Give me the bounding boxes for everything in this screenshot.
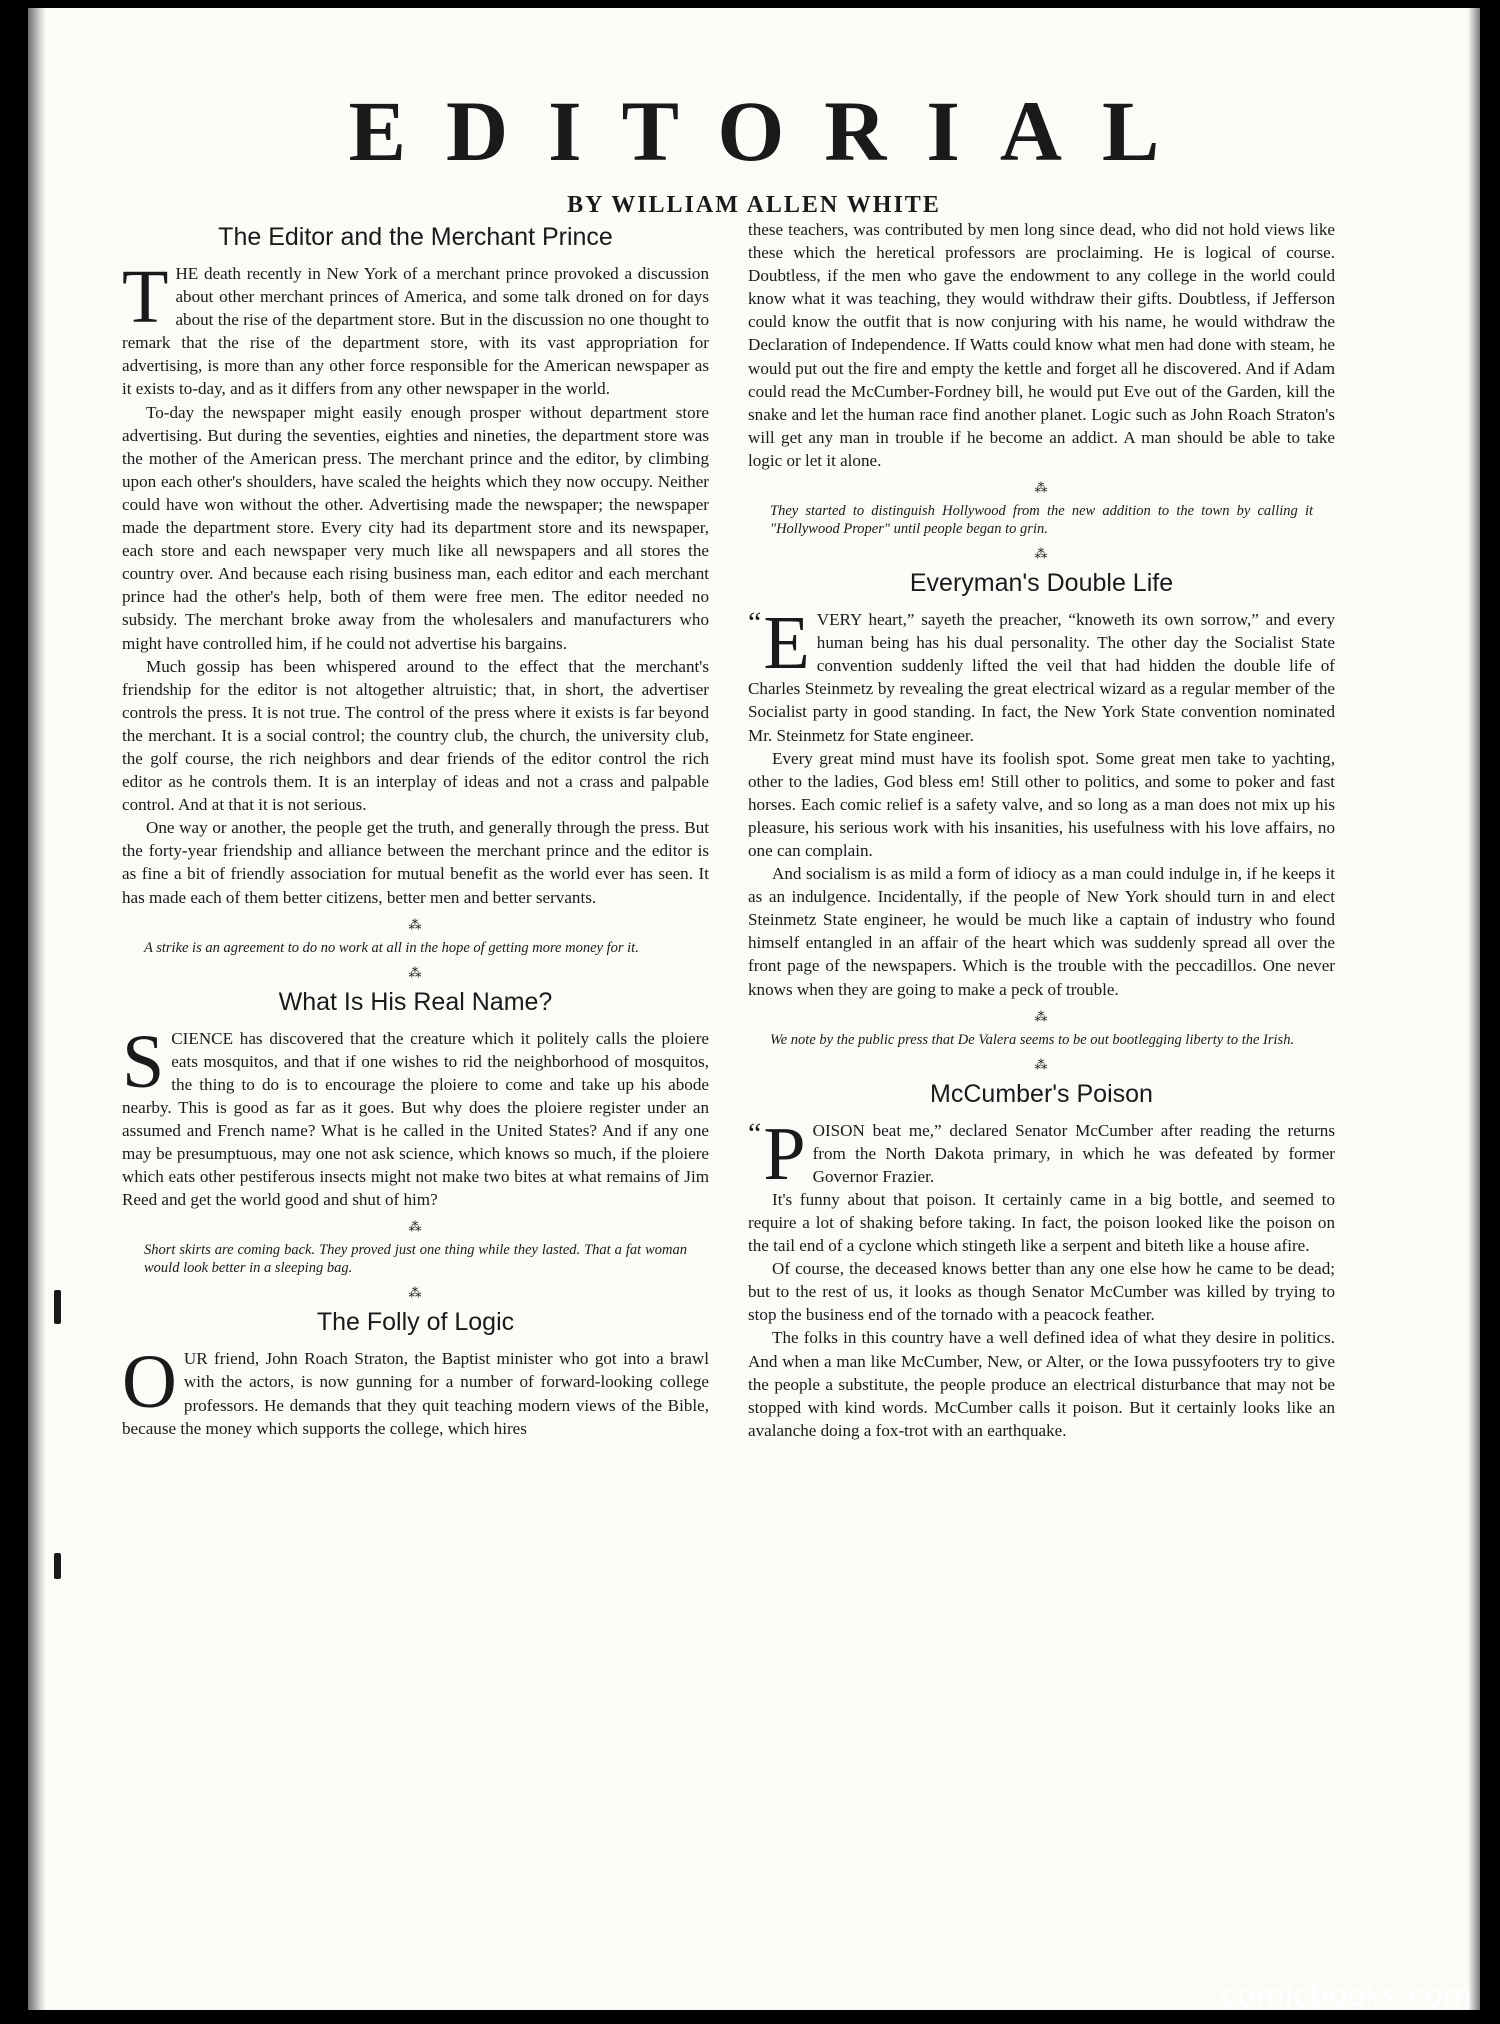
quip-filler: Short skirts are coming back. They proved just one thing while they lasted. That a fat woman would look better in a sleeping bag. — [144, 1242, 687, 1277]
magazine-page — [28, 8, 1480, 2010]
binding-mark — [54, 1290, 61, 1324]
section-ornament: ⁂ — [408, 916, 423, 932]
article-double-life — [748, 568, 1335, 1001]
article-paragraph: It's funny about that poison. It certainly came in a big bottle, and seemed to require a lot of shaking before taking. In fact, the poison looked like the poison on the tail end of a cyclone which stingeth like a serpent and biteth like a house afire. — [748, 1189, 1335, 1256]
article-paragraph: To-day the newspaper might easily enough prosper without department store advertising. But during the seventies, eighties and nineties, the department store was the mother of the American press. The merchant prince and the editor, by climbing upon each other's shoulders, have scaled the heights which they now occupy. Neither could have won without the other. Advertising made the newspaper; the newspaper made the department store. Every city had its department store and its newspaper, each store and each newspaper very much like all newspapers and all stores the country over. And because each rising business man, each editor and each merchant prince had the other's help, both of them were free men. The editor needed no subsidy. The merchant broke away from the wholesalers and manufacturers who might have controlled him, if he could not advertise his bargains. — [122, 402, 709, 653]
byline: BY WILLIAM ALLEN WHITE — [567, 192, 941, 218]
drop-cap: O — [122, 1340, 177, 1425]
page-spine-shadow — [28, 8, 46, 2010]
drop-cap: S — [122, 1019, 165, 1104]
article-paragraph: The folks in this country have a well defined idea of what they desire in politics. And when a man like McCumber, New, or Alter, or the Iowa pussyfooters try to give the people a substitute, the people produce an electrical disturbance that may not be stopped with kind words. McCumber calls it poison. But it certainly looks like an avalanche doing a fox-trot with an earthquake. — [748, 1328, 1335, 1440]
article-paragraph: Much gossip has been whispered around to the effect that the merchant's friendship for the editor is not altogether altruistic; that, in short, the advertiser controls the press. It is not true. The control of the press where it exists is far beyond the merchant. It is a social control; the country club, the church, the university club, the golf course, the rich neighbors and dear friends of the editor control the rich editor as he controls them. It is an interplay of ideas and not a crass and palpable control. And at that it is not serious. — [122, 656, 709, 815]
article-paragraph: One way or another, the people get the truth, and generally through the press. But the forty-year friendship and alliance between the merchant prince and the editor is as fine a bit of friendly association for mutual benefit as the world ever has seen. It has made each of them better citizens, better men and better servants. — [122, 818, 709, 907]
article-paragraph: SCIENCE has discovered that the creature which it politely calls the ploiere eats mosquitos, and that if one wishes to rid the neighborhood of mosquitos, the thing to do is to encourage the ploiere to come and take up his abode nearby. This is good as far as it goes. But why does the ploiere register under an assumed and French name? What is he called in the United States? And if any one may be presumptuous, may one not ask science, which knows so much, if the ploiere which eats other pestiferous insects might not make two bites at what remains of Jim Reed and get the world good and shut of him? — [122, 1019, 709, 1210]
article-real-name — [122, 987, 709, 1212]
quip-filler: They started to distinguish Hollywood from the new addition to the town by calling it "Hollywood Proper" until people began to grin. — [770, 503, 1313, 538]
article-paragraph: Of course, the deceased knows better than any one else how he came to be dead; but to the rest of us, it looks as though Senator McCumber was killed by trying to stop the business end of the tornado with a peacock feather. — [748, 1259, 1335, 1325]
article-title: The Folly of Logic — [316, 1308, 515, 1337]
section-ornament: ⁂ — [1034, 1008, 1049, 1024]
article-paragraph: OUR friend, John Roach Straton, the Baptist minister who got into a brawl with the actors, is now gunning for a number of forward-looking college professors. He demands that they quit teaching modern views of the Bible, because the money which supports the college, which hires — [122, 1340, 709, 1438]
masthead-title: EDITORIAL — [348, 83, 1200, 179]
article-title: The Editor and the Merchant Prince — [218, 223, 613, 251]
article-continuation: these teachers, was contributed by men long since dead, who did not hold views like these which the heretical professors are proclaiming. He is logical of course. Doubtless, if the men who gave the endowment to any college in the world could know what it was teaching, they would withdraw their gifts. Doubtless, if Jefferson could know the outfit that is now conjuring with his name, he would withdraw the Declaration of Independence. If Watts could know what men had done with steam, he would put out the fire and empty the kettle and forget all he discovered. And if Adam could read the McCumber-Fordney bill, he would put Eve out of the Garden, kill the snake and let the human race find another planet. Logic such as John Roach Straton's will get any man in trouble if he become an addict. A man should be able to take logic or let it alone. — [748, 220, 1335, 470]
section-ornament: ⁂ — [408, 1285, 423, 1301]
drop-cap: T — [122, 255, 169, 339]
section-ornament: ⁂ — [408, 1219, 423, 1235]
left-column — [122, 222, 709, 1440]
section-ornament: ⁂ — [408, 964, 423, 980]
article-folly-of-logic — [122, 1307, 709, 1439]
right-column — [748, 218, 1335, 1442]
article-paragraph: THE death recently in New York of a merchant prince provoked a discussion about other merchant princes of America, and some talk droned on for days about the rise of the department store. But in the discussion no one thought to remark that the rise of the department store, with its vast appropriation for advertising, is more than any other force responsible for the American newspaper as it exists to-day, and as it differs from any other newspaper in the world. — [122, 255, 709, 399]
open-quote: “ — [748, 1116, 762, 1150]
article-paragraph: Every great mind must have its foolish spot. Some great men take to yachting, other to the ladies, God bless em! Still other to politics, and some to poker and fast horses. Each comic relief is a safety valve, and so long as a man does not mix up his pleasure, his serious work with his insanities, his usefulness with his love affairs, no one can complain. — [748, 748, 1335, 860]
article-editor-merchant-prince — [122, 222, 709, 909]
section-ornament: ⁂ — [1034, 1056, 1049, 1072]
watermark: comicbooks.com — [1220, 1979, 1472, 2014]
article-paragraph: And socialism is as mild a form of idiocy as a man could indulge in, if he keeps it as an indulgence. Incidentally, if the people of New York should turn in and elect Steinmetz State engineer, he would be much like a captain of industry who found himself entangled in an affair of the heart which was suddenly spread all over the front page of the newspapers. Which is the trouble with the peccadillos. One never knows when they are going to make a peck of trouble. — [748, 864, 1335, 999]
quip-filler: We note by the public press that De Valera seems to be out bootlegging liberty to the Irish. — [770, 1031, 1295, 1048]
quip-filler: A strike is an agreement to do no work at all in the hope of getting more money for it. — [144, 939, 639, 956]
section-ornament: ⁂ — [1034, 480, 1049, 496]
drop-cap: P — [763, 1111, 806, 1196]
binding-mark — [54, 1553, 61, 1579]
article-mccumbers-poison — [748, 1079, 1335, 1442]
article-title: McCumber's Poison — [930, 1079, 1153, 1108]
article-title: What Is His Real Name? — [278, 987, 553, 1016]
open-quote: “ — [748, 606, 762, 640]
article-title: Everyman's Double Life — [909, 569, 1174, 598]
page-edge-shadow — [1468, 8, 1480, 2010]
section-ornament: ⁂ — [1034, 546, 1049, 562]
article-paragraph: “ E VERY heart,” sayeth the preacher, “knoweth its own sorrow,” and every human being has his dual personality. The other day the Socialist State convention suddenly lifted the veil that had hidden the double life of Charles Steinmetz by revealing the great electrical wizard as a regular member of the Socialist party in good standing. In fact, the New York State convention nominated Mr. Steinmetz for State engineer. — [748, 601, 1335, 745]
drop-cap: E — [763, 601, 810, 686]
article-paragraph: “ P OISON beat me,” declared Senator McCumber after reading the returns from the North Dakota primary, in which he was defeated by former Governor Frazier. — [748, 1111, 1335, 1196]
